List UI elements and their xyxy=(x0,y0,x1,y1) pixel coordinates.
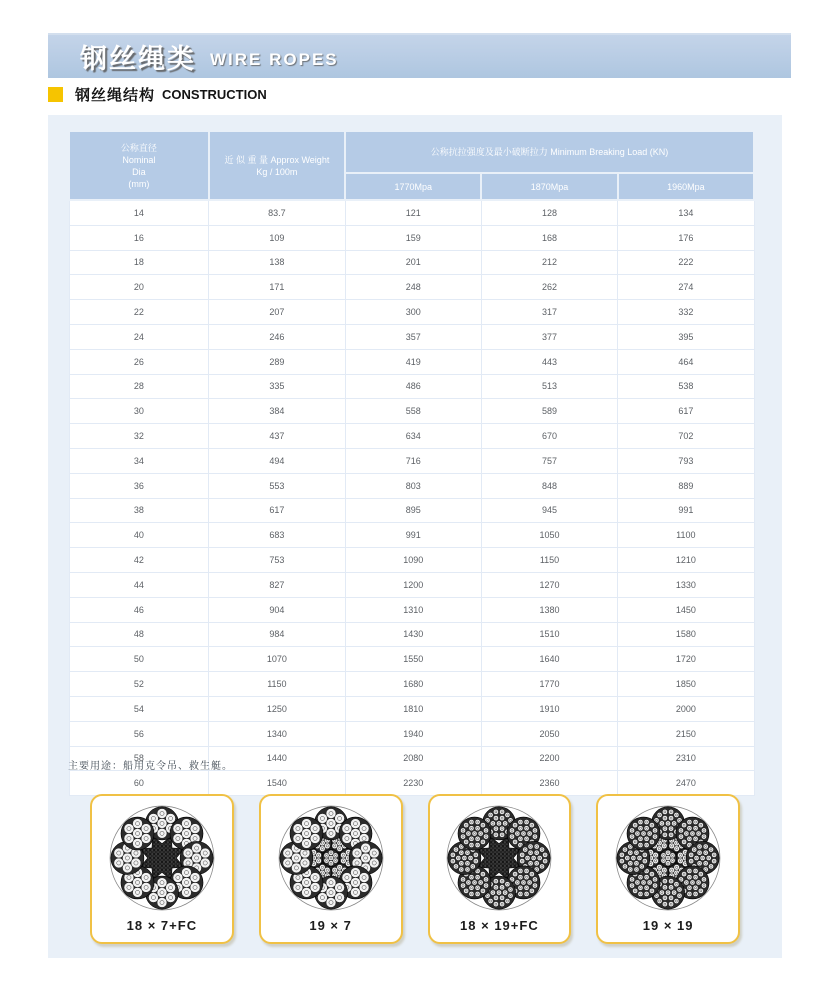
table-row xyxy=(69,672,754,697)
table-cell: 1770 xyxy=(481,672,617,697)
table-cell: 1090 xyxy=(345,548,481,573)
table-cell: 757 xyxy=(481,448,617,473)
table-cell: 48 xyxy=(69,622,209,647)
table-cell: 377 xyxy=(481,324,617,349)
header-mpa-1960: 1960Mpa xyxy=(618,173,754,200)
table-cell: 2360 xyxy=(481,771,617,796)
table-cell: 222 xyxy=(618,250,754,275)
header-breaking-load-group: 公称抗拉强度及最小破断拉力 Minimum Breaking Load (KN) xyxy=(345,131,754,173)
table-row xyxy=(69,548,754,573)
table-cell: 24 xyxy=(69,324,209,349)
table-cell: 207 xyxy=(209,300,345,325)
wire-rope-cross-section xyxy=(440,799,558,917)
table-cell: 1150 xyxy=(209,672,345,697)
table-cell: 262 xyxy=(481,275,617,300)
table-cell: 617 xyxy=(618,399,754,424)
table-row xyxy=(69,324,754,349)
table-cell: 1050 xyxy=(481,523,617,548)
table-row xyxy=(69,200,754,225)
table-cell: 171 xyxy=(209,275,345,300)
table-cell: 357 xyxy=(345,324,481,349)
table-cell: 201 xyxy=(345,250,481,275)
table-cell: 384 xyxy=(209,399,345,424)
table-row xyxy=(69,374,754,399)
table-row xyxy=(69,597,754,622)
table-cell: 1720 xyxy=(618,647,754,672)
table-row xyxy=(69,300,754,325)
table-cell: 558 xyxy=(345,399,481,424)
page-title-cn: 钢丝绳类 xyxy=(80,44,196,74)
table-cell: 1150 xyxy=(481,548,617,573)
section-title-en: CONSTRUCTION xyxy=(162,86,267,102)
table-cell: 494 xyxy=(209,448,345,473)
table-cell: 634 xyxy=(345,424,481,449)
table-cell: 895 xyxy=(345,498,481,523)
table-cell: 289 xyxy=(209,349,345,374)
table-cell: 419 xyxy=(345,349,481,374)
section-bullet-icon xyxy=(48,87,63,102)
table-row xyxy=(69,523,754,548)
table-cell: 443 xyxy=(481,349,617,374)
table-cell: 716 xyxy=(345,448,481,473)
header-nominal-dia-unit: (mm) xyxy=(128,178,150,189)
table-row xyxy=(69,275,754,300)
header-approx-weight-l2: Kg / 100m xyxy=(256,166,298,177)
table-cell: 486 xyxy=(345,374,481,399)
wire-rope-cross-section xyxy=(272,799,390,917)
table-cell: 46 xyxy=(69,597,209,622)
table-cell: 1550 xyxy=(345,647,481,672)
table-row xyxy=(69,399,754,424)
page-title-en: WIRE ROPES xyxy=(210,49,339,69)
table-cell: 60 xyxy=(69,771,209,796)
table-cell: 2230 xyxy=(345,771,481,796)
cross-section-cards xyxy=(90,794,740,944)
table-cell: 212 xyxy=(481,250,617,275)
spec-table xyxy=(68,130,755,796)
table-cell: 36 xyxy=(69,473,209,498)
table-cell: 1510 xyxy=(481,622,617,647)
construction-card xyxy=(259,794,403,944)
table-cell: 984 xyxy=(209,622,345,647)
construction-card-label: 19 × 19 xyxy=(642,918,694,933)
table-row xyxy=(69,424,754,449)
table-cell: 464 xyxy=(618,349,754,374)
table-row xyxy=(69,696,754,721)
table-cell: 134 xyxy=(618,200,754,225)
table-cell: 159 xyxy=(345,225,481,250)
table-cell: 1810 xyxy=(345,696,481,721)
table-cell: 52 xyxy=(69,672,209,697)
table-cell: 670 xyxy=(481,424,617,449)
table-cell: 1680 xyxy=(345,672,481,697)
table-cell: 40 xyxy=(69,523,209,548)
table-row xyxy=(69,473,754,498)
construction-card-label: 18 × 19+FC xyxy=(460,918,539,933)
table-cell: 274 xyxy=(618,275,754,300)
table-cell: 1640 xyxy=(481,647,617,672)
table-cell: 437 xyxy=(209,424,345,449)
table-cell: 395 xyxy=(618,324,754,349)
table-cell: 803 xyxy=(345,473,481,498)
table-cell: 34 xyxy=(69,448,209,473)
table-cell: 16 xyxy=(69,225,209,250)
table-cell: 991 xyxy=(618,498,754,523)
table-cell: 589 xyxy=(481,399,617,424)
table-cell: 848 xyxy=(481,473,617,498)
construction-card xyxy=(428,794,572,944)
table-row xyxy=(69,572,754,597)
table-cell: 1250 xyxy=(209,696,345,721)
page-title-bar xyxy=(48,33,791,78)
table-cell: 54 xyxy=(69,696,209,721)
table-cell: 18 xyxy=(69,250,209,275)
table-cell: 248 xyxy=(345,275,481,300)
table-cell: 168 xyxy=(481,225,617,250)
table-cell: 138 xyxy=(209,250,345,275)
usage-note: 主要用途：船用克令吊、救生艇。 xyxy=(68,761,233,772)
section-title-cn: 钢丝绳结构 xyxy=(75,86,156,104)
table-cell: 14 xyxy=(69,200,209,225)
table-cell: 1440 xyxy=(209,746,345,771)
table-row xyxy=(69,225,754,250)
table-row xyxy=(69,721,754,746)
table-row xyxy=(69,498,754,523)
table-row xyxy=(69,771,754,796)
table-cell: 1430 xyxy=(345,622,481,647)
header-approx-weight xyxy=(209,131,345,200)
table-cell: 176 xyxy=(618,225,754,250)
table-row xyxy=(69,448,754,473)
table-cell: 1540 xyxy=(209,771,345,796)
construction-card xyxy=(90,794,234,944)
table-cell: 1100 xyxy=(618,523,754,548)
table-cell: 50 xyxy=(69,647,209,672)
table-cell: 1910 xyxy=(481,696,617,721)
table-cell: 1270 xyxy=(481,572,617,597)
table-cell: 991 xyxy=(345,523,481,548)
table-cell: 30 xyxy=(69,399,209,424)
table-cell: 683 xyxy=(209,523,345,548)
table-cell: 1380 xyxy=(481,597,617,622)
header-nominal-dia xyxy=(69,131,209,200)
content-panel xyxy=(48,115,782,958)
wire-rope-cross-section xyxy=(103,799,221,917)
section-heading xyxy=(48,84,267,104)
table-cell: 889 xyxy=(618,473,754,498)
table-cell: 538 xyxy=(618,374,754,399)
table-cell: 56 xyxy=(69,721,209,746)
table-cell: 2310 xyxy=(618,746,754,771)
table-cell: 513 xyxy=(481,374,617,399)
table-cell: 793 xyxy=(618,448,754,473)
table-cell: 2470 xyxy=(618,771,754,796)
header-nominal-dia-en2: Dia xyxy=(132,166,146,177)
table-cell: 42 xyxy=(69,548,209,573)
table-cell: 753 xyxy=(209,548,345,573)
table-cell: 332 xyxy=(618,300,754,325)
table-cell: 58 xyxy=(69,746,209,771)
table-cell: 553 xyxy=(209,473,345,498)
table-cell: 2150 xyxy=(618,721,754,746)
table-cell: 702 xyxy=(618,424,754,449)
table-row xyxy=(69,647,754,672)
table-cell: 22 xyxy=(69,300,209,325)
table-cell: 109 xyxy=(209,225,345,250)
construction-card-label: 19 × 7 xyxy=(309,918,352,933)
table-cell: 827 xyxy=(209,572,345,597)
table-cell: 44 xyxy=(69,572,209,597)
construction-card-label: 18 × 7+FC xyxy=(126,918,198,933)
table-cell: 945 xyxy=(481,498,617,523)
table-cell: 1580 xyxy=(618,622,754,647)
table-cell: 83.7 xyxy=(209,200,345,225)
table-cell: 1070 xyxy=(209,647,345,672)
header-mpa-1870: 1870Mpa xyxy=(481,173,617,200)
table-cell: 2000 xyxy=(618,696,754,721)
table-header-row-1 xyxy=(69,131,754,173)
table-cell: 2050 xyxy=(481,721,617,746)
header-nominal-dia-en1: Nominal xyxy=(122,154,156,165)
table-cell: 1330 xyxy=(618,572,754,597)
table-cell: 246 xyxy=(209,324,345,349)
construction-card xyxy=(596,794,740,944)
table-row xyxy=(69,622,754,647)
table-cell: 20 xyxy=(69,275,209,300)
table-cell: 2200 xyxy=(481,746,617,771)
table-row xyxy=(69,250,754,275)
table-cell: 1940 xyxy=(345,721,481,746)
table-cell: 1450 xyxy=(618,597,754,622)
table-cell: 26 xyxy=(69,349,209,374)
table-cell: 1200 xyxy=(345,572,481,597)
header-mpa-1770: 1770Mpa xyxy=(345,173,481,200)
table-cell: 335 xyxy=(209,374,345,399)
table-cell: 121 xyxy=(345,200,481,225)
table-cell: 300 xyxy=(345,300,481,325)
table-cell: 1850 xyxy=(618,672,754,697)
table-cell: 1210 xyxy=(618,548,754,573)
table-cell: 38 xyxy=(69,498,209,523)
table-cell: 2080 xyxy=(345,746,481,771)
wire-rope-cross-section xyxy=(609,799,727,917)
header-approx-weight-l1: 近 似 重 量 Approx Weight xyxy=(224,154,330,165)
table-cell: 28 xyxy=(69,374,209,399)
table-cell: 1310 xyxy=(345,597,481,622)
table-cell: 904 xyxy=(209,597,345,622)
table-row xyxy=(69,349,754,374)
header-nominal-dia-cn: 公称直径 xyxy=(120,142,157,153)
table-cell: 617 xyxy=(209,498,345,523)
table-cell: 32 xyxy=(69,424,209,449)
table-cell: 317 xyxy=(481,300,617,325)
table-cell: 128 xyxy=(481,200,617,225)
table-cell: 1340 xyxy=(209,721,345,746)
